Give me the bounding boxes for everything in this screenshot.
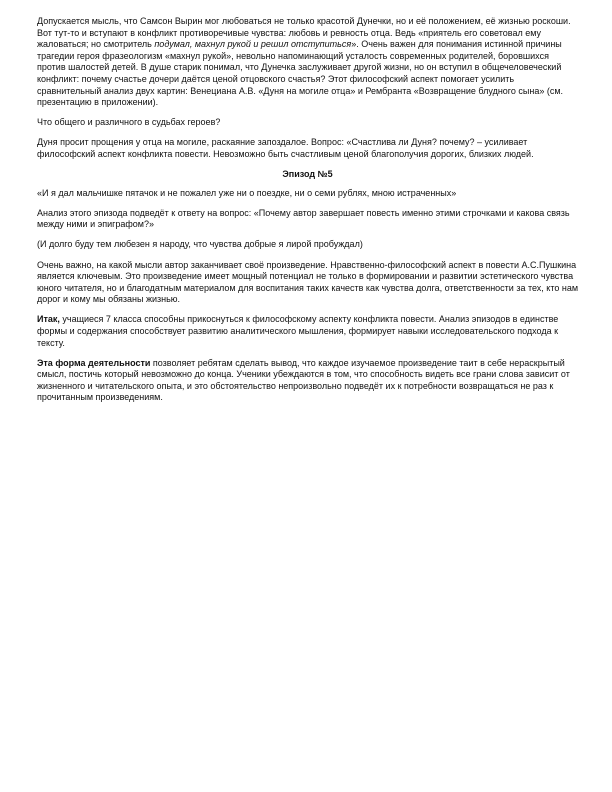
paragraph-activity-form [37, 358, 578, 404]
paragraph-conclusion-author: Очень важно, на какой мысли автор заканчивает своё произведение. Нравственно-философский аспект в повести А.С.Пушкина является ключевым. Это произведение имеет мощный потенциал не только в формировании и развитии эстетического чувства юного читателя, но и благодатным материалом для воспитания таких качеств как чувства долга, ответственности за тех, кто нам дорог и кому мы обязаны жизнью. [37, 259, 579, 305]
paragraph-itak [37, 314, 578, 349]
paragraph-samson-vyrin [37, 16, 578, 109]
paragraph-text: позволяет ребятам сделать вывод, что каждое изучаемое произведение таит в себе нераскрытый смысл, постичь который невозможно до конца. Ученики убеждаются в том, что способность видеть все грани слова зависит от жизненного и читательского опыта, и это обстоятельство непроизвольно подведёт их к потребности возвращаться не раз к прочитанным произведениям. [37, 357, 570, 403]
paragraph-text: Допускается мысль, что Самсон Вырин мог любоваться не только красотой Дунечки, но и её положением, её жизнью роскоши. Вот тут-то и вступают в конфликт противоречивые чувства: любовь и ревность отца. Ведь «приятель его советовал ему жаловаться; но смотритель [37, 16, 571, 50]
paragraph-analysis: Анализ этого эпизода подведёт к ответу на вопрос: «Почему автор завершает повесть именно этими строчками и какова связь между ними и эпиграфом?» [37, 207, 570, 230]
bold-lead: Эта форма деятельности [37, 357, 151, 368]
epigraph-paragraph: (И долго буду тем любезен я народу, что чувства добрые я лирой пробуждал) [37, 239, 363, 250]
question-paragraph: Что общего и различного в судьбах героев? [37, 117, 221, 128]
paragraph-dunya: Дуня просит прощения у отца на могиле, раскаяние запоздалое. Вопрос: «Счастлива ли Дуня? почему? – усиливает философский аспект конфликта повести. Невозможно быть счастливым ценой благополучия дорогих, близких людей. [37, 137, 534, 159]
quote-italic: подумал, махнул рукой и решил отступиться [154, 39, 352, 50]
bold-lead: Итак, [37, 314, 60, 325]
episode-heading: Эпизод №5 [282, 169, 333, 180]
paragraph-text: ». Очень важен для понимания истинной причины трагедии героя фразеологизм «махнул рукой», невольно напоминающий усталость современных родителей, боровшихся против шалостей детей. В душе старик понимал, что Дунечка заслуживает другой жизни, но он вступил в общечеловеческий конфликт: почему счастье дочери даётся ценой отцовского счастья? Этот философский аспект помогает усилить сравнительный анализ двух картин: Венециана А.В. «Дуня на могиле отца» и Рембранта «Возвращение блудного сына» (см. презентацию в приложении). [37, 39, 564, 108]
paragraph-text: учащиеся 7 класса способны прикоснуться к философскому аспекту конфликта повести. Анализ эпизодов в единстве формы и содержания способствует развитию аналитического мышления, формирует навыки исследовательского подхода к тексту. [37, 314, 559, 348]
episode-quote: «И я дал мальчишке пятачок и не пожалел уже ни о поездке, ни о семи рублях, мною истраченных» [37, 187, 457, 198]
